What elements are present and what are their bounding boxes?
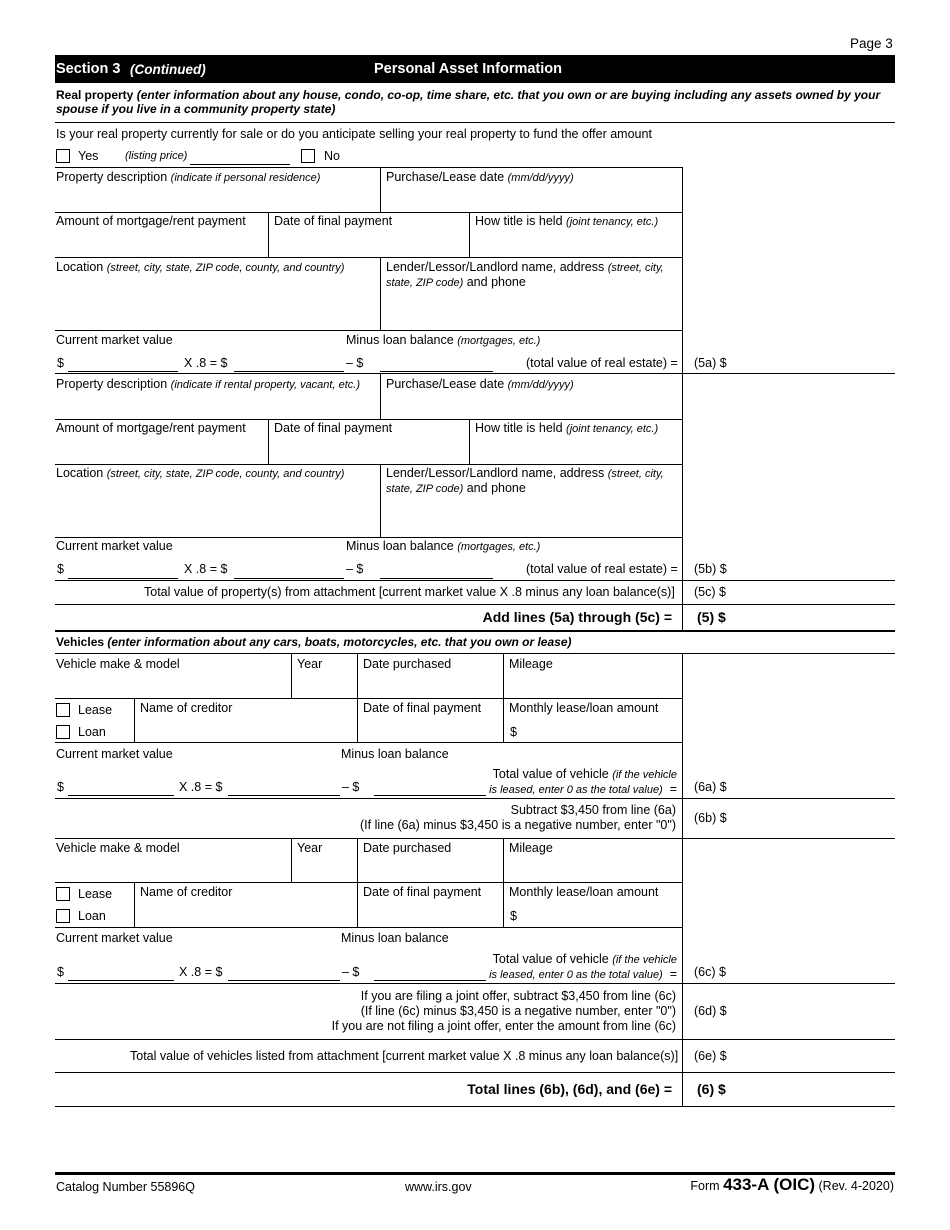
divider xyxy=(380,257,381,330)
line-6a-label: (6a) $ xyxy=(694,780,727,794)
property2-lender-label-2 xyxy=(386,481,526,496)
total-vehicle-hint: is leased, enter 0 as the total value) xyxy=(489,969,663,981)
section-label: Section 3 xyxy=(56,61,121,77)
title-hint: (joint tenancy, etc.) xyxy=(566,423,659,435)
total-vehicle-hint: (if the vehicle xyxy=(612,769,677,781)
vehicle2-times-eight-field[interactable] xyxy=(228,980,340,981)
property1-location-label xyxy=(56,260,344,275)
vehicle2-loan-checkbox[interactable] xyxy=(56,909,70,923)
total-vehicle-text: Total value of vehicle xyxy=(492,952,609,966)
divider xyxy=(55,464,682,465)
yes-checkbox[interactable] xyxy=(56,149,70,163)
vehicle1-date-purchased-label: Date purchased xyxy=(363,657,452,671)
joint-offer-text-1: If you are filing a joint offer, subtract $3,450 from line (6c) xyxy=(360,989,676,1003)
total-vehicle-text: Total value of vehicle xyxy=(492,767,609,781)
real-property-intro-hint: (enter information about any house, condo, co-op, time share, etc. that you own or are buying including any assets owned by your spouse if you live in a community property state) xyxy=(56,88,881,117)
total-vehicle-hint: (if the vehicle xyxy=(612,954,677,966)
divider xyxy=(55,167,682,168)
minus-loan-text: Minus loan balance xyxy=(346,539,454,553)
vehicle1-minus-loan-label: Minus loan balance xyxy=(341,747,449,761)
property2-title-label xyxy=(475,421,658,436)
vehicle1-times-eight-field[interactable] xyxy=(228,795,340,796)
property1-title-label xyxy=(475,214,658,229)
divider xyxy=(682,838,683,1106)
divider xyxy=(55,212,682,213)
divider xyxy=(55,1106,895,1107)
dollar-sign: $ xyxy=(57,965,64,979)
vehicle2-cmv-label: Current market value xyxy=(56,931,173,945)
sale-question: Is your real property currently for sale or do you anticipate selling your real property to fund the offer amount xyxy=(56,127,652,141)
vehicle2-minus-loan-label: Minus loan balance xyxy=(341,931,449,945)
property1-lender-label xyxy=(386,260,664,275)
property2-purchase-date-label xyxy=(386,377,574,392)
vehicle1-total-label-2 xyxy=(470,782,677,797)
times-eight-label: X .8 = $ xyxy=(179,780,223,794)
divider xyxy=(55,798,895,799)
line-6-label: (6) $ xyxy=(697,1081,726,1097)
vehicle1-cmv-label: Current market value xyxy=(56,747,173,761)
location-text: Location xyxy=(56,466,104,480)
vehicle2-date-purchased-label: Date purchased xyxy=(363,841,452,855)
form-revision: (Rev. 4-2020) xyxy=(818,1179,894,1193)
divider xyxy=(55,927,682,928)
title-hint: (joint tenancy, etc.) xyxy=(566,216,659,228)
divider xyxy=(55,373,895,374)
vehicle2-final-payment-label: Date of final payment xyxy=(363,885,482,899)
subtract-6a-note: (If line (6a) minus $3,450 is a negative number, enter "0") xyxy=(360,818,676,832)
vehicle1-final-payment-label: Date of final payment xyxy=(363,701,482,715)
vehicle1-monthly-amount-label: Monthly lease/loan amount xyxy=(509,701,659,715)
prop-desc-text: Property description xyxy=(56,377,168,391)
title-held-text: How title is held xyxy=(475,421,563,435)
divider xyxy=(134,882,135,927)
location-hint: (street, city, state, ZIP code, county, and country) xyxy=(106,468,345,480)
no-checkbox[interactable] xyxy=(301,149,315,163)
divider xyxy=(469,212,470,257)
dollar-sign: $ xyxy=(510,909,517,923)
property1-purchase-date-label xyxy=(386,170,574,185)
vehicle1-year-label: Year xyxy=(297,657,323,671)
equals-sign: = xyxy=(669,782,677,796)
property1-mortgage-label: Amount of mortgage/rent payment xyxy=(56,214,246,228)
divider xyxy=(268,419,269,464)
lender-text: Lender/Lessor/Landlord name, address xyxy=(386,260,605,274)
vehicle1-creditor-label: Name of creditor xyxy=(140,701,233,715)
divider xyxy=(291,838,292,882)
divider xyxy=(380,373,381,419)
divider xyxy=(55,838,895,839)
total-real-estate-label: (total value of real estate) = xyxy=(526,356,678,370)
property2-loan-balance-field[interactable] xyxy=(380,578,493,579)
divider xyxy=(55,580,895,581)
minus-loan-hint: (mortgages, etc.) xyxy=(457,335,541,347)
property1-lender-label-2 xyxy=(386,275,526,290)
divider xyxy=(291,653,292,698)
times-eight-label: X .8 = $ xyxy=(184,562,228,576)
divider xyxy=(469,419,470,464)
vehicle1-total-label xyxy=(470,767,677,782)
times-eight-label: X .8 = $ xyxy=(184,356,228,370)
joint-offer-text-2: (If line (6c) minus $3,450 is a negative number, enter "0") xyxy=(360,1004,676,1018)
property1-loan-balance-field[interactable] xyxy=(380,371,493,372)
property2-times-eight-field[interactable] xyxy=(234,578,344,579)
property1-cmv-field[interactable] xyxy=(68,371,178,372)
location-text: Location xyxy=(56,260,104,274)
property1-final-payment-label: Date of final payment xyxy=(274,214,393,228)
line-5c-label: (5c) $ xyxy=(694,585,726,599)
property1-description-label xyxy=(56,170,320,185)
divider xyxy=(55,330,682,331)
divider xyxy=(55,698,682,699)
total-lines-6-label: Total lines (6b), (6d), and (6e) = xyxy=(467,1081,672,1097)
vehicle2-total-label xyxy=(470,952,677,967)
divider xyxy=(682,653,683,838)
divider xyxy=(55,257,682,258)
divider xyxy=(380,464,381,537)
total-vehicle-hint: is leased, enter 0 as the total value) xyxy=(489,784,663,796)
property1-cmv-label: Current market value xyxy=(56,333,173,347)
vehicles-intro-label: Vehicles xyxy=(56,635,105,649)
vehicle1-loan-checkbox[interactable] xyxy=(56,725,70,739)
title-held-text: How title is held xyxy=(475,214,563,228)
divider xyxy=(55,419,682,420)
times-eight-label: X .8 = $ xyxy=(179,965,223,979)
listing-price-field[interactable] xyxy=(190,164,290,165)
vehicle1-mileage-label: Mileage xyxy=(509,657,553,671)
section-header xyxy=(55,55,895,83)
vehicles-intro-hint: (enter information about any cars, boats, motorcycles, etc. that you own or lease) xyxy=(107,635,572,649)
property2-minus-loan-label xyxy=(346,539,540,554)
divider xyxy=(55,604,895,605)
line-6d-label: (6d) $ xyxy=(694,1004,727,1018)
vehicle1-cmv-field[interactable] xyxy=(68,795,174,796)
minus-dollar-label: – $ xyxy=(346,562,364,576)
minus-loan-hint: (mortgages, etc.) xyxy=(457,541,541,553)
line-6e-label: (6e) $ xyxy=(694,1049,727,1063)
divider xyxy=(682,373,683,606)
divider xyxy=(682,604,683,631)
vehicle1-lease-checkbox[interactable] xyxy=(56,703,70,717)
yes-label: Yes xyxy=(78,149,99,163)
vehicle-attachment-text: Total value of vehicles listed from attachment [current market value X .8 minus any loan balance(s)] xyxy=(130,1049,679,1063)
line-5a-label: (5a) $ xyxy=(694,356,727,370)
property2-cmv-label: Current market value xyxy=(56,539,173,553)
dollar-sign: $ xyxy=(510,725,517,739)
vehicle2-year-label: Year xyxy=(297,841,323,855)
lender-phone-text: and phone xyxy=(466,275,526,289)
vehicle2-make-label: Vehicle make & model xyxy=(56,841,180,855)
prop-desc-hint: (indicate if rental property, vacant, etc.) xyxy=(170,379,360,391)
divider xyxy=(134,698,135,742)
location-hint: (street, city, state, ZIP code, county, and country) xyxy=(106,262,345,274)
line-5-label: (5) $ xyxy=(697,609,726,625)
minus-dollar-label: – $ xyxy=(342,780,360,794)
vehicle2-total-label-2 xyxy=(470,967,677,982)
lender-phone-text: and phone xyxy=(466,481,526,495)
irs-website: www.irs.gov xyxy=(405,1180,472,1194)
purchase-date-text: Purchase/Lease date xyxy=(386,170,505,184)
dollar-sign: $ xyxy=(57,356,64,370)
divider xyxy=(380,167,381,212)
line-6c-label: (6c) $ xyxy=(694,965,726,979)
real-property-intro xyxy=(56,88,894,117)
loan-label: Loan xyxy=(78,909,106,923)
purchase-date-text: Purchase/Lease date xyxy=(386,377,505,391)
divider xyxy=(55,882,682,883)
listing-price-label: (listing price) xyxy=(125,150,188,162)
vehicle2-monthly-amount-label: Monthly lease/loan amount xyxy=(509,885,659,899)
lender-hint: (street, city, xyxy=(607,468,664,480)
form-name: 433-A (OIC) xyxy=(723,1175,816,1194)
loan-label: Loan xyxy=(78,725,106,739)
date-hint: (mm/dd/yyyy) xyxy=(507,172,574,184)
divider xyxy=(55,1039,895,1040)
add-lines-5-label: Add lines (5a) through (5c) = xyxy=(482,609,672,625)
vehicle2-cmv-field[interactable] xyxy=(68,980,174,981)
subtract-6a-text: Subtract $3,450 from line (6a) xyxy=(510,803,676,817)
property2-mortgage-label: Amount of mortgage/rent payment xyxy=(56,421,246,435)
no-label: No xyxy=(324,149,340,163)
dollar-sign: $ xyxy=(57,562,64,576)
line-5b-label: (5b) $ xyxy=(694,562,727,576)
dollar-sign: $ xyxy=(57,780,64,794)
divider xyxy=(55,653,895,654)
lease-label: Lease xyxy=(78,887,113,901)
divider xyxy=(55,537,682,538)
vehicle2-lease-checkbox[interactable] xyxy=(56,887,70,901)
lease-label: Lease xyxy=(78,703,113,717)
total-real-estate-label: (total value of real estate) = xyxy=(526,562,678,576)
equals-sign: = xyxy=(669,967,677,981)
divider xyxy=(268,212,269,257)
lender-text: Lender/Lessor/Landlord name, address xyxy=(386,466,605,480)
property1-minus-loan-label xyxy=(346,333,540,348)
property2-final-payment-label: Date of final payment xyxy=(274,421,393,435)
joint-offer-text-3: If you are not filing a joint offer, enter the amount from line (6c) xyxy=(331,1019,676,1033)
divider xyxy=(55,122,895,123)
minus-dollar-label: – $ xyxy=(342,965,360,979)
vehicle2-mileage-label: Mileage xyxy=(509,841,553,855)
line-6b-label: (6b) $ xyxy=(694,811,727,825)
property2-lender-label xyxy=(386,466,664,481)
vehicle2-creditor-label: Name of creditor xyxy=(140,885,233,899)
divider xyxy=(55,983,895,984)
real-property-intro-label: Real property xyxy=(56,88,134,102)
vehicles-intro xyxy=(56,636,572,650)
form-prefix: Form xyxy=(690,1179,720,1193)
lender-hint: state, ZIP code) xyxy=(386,277,464,289)
minus-dollar-label: – $ xyxy=(346,356,364,370)
section-title: Personal Asset Information xyxy=(374,61,563,77)
section-continued: (Continued) xyxy=(130,62,206,77)
form-identifier xyxy=(600,1175,894,1195)
divider xyxy=(55,742,682,743)
property-attachment-text: Total value of property(s) from attachment [current market value X .8 minus any loan balance(s)] xyxy=(144,585,675,599)
property2-description-label xyxy=(56,377,360,392)
divider xyxy=(55,1072,895,1073)
prop-desc-text: Property description xyxy=(56,170,168,184)
catalog-number: Catalog Number 55896Q xyxy=(56,1180,195,1194)
prop-desc-hint: (indicate if personal residence) xyxy=(170,172,321,184)
lender-hint: (street, city, xyxy=(607,262,664,274)
property2-location-label xyxy=(56,466,344,481)
vehicle1-make-label: Vehicle make & model xyxy=(56,657,180,671)
property2-cmv-field[interactable] xyxy=(68,578,178,579)
minus-loan-text: Minus loan balance xyxy=(346,333,454,347)
date-hint: (mm/dd/yyyy) xyxy=(507,379,574,391)
divider xyxy=(682,167,683,373)
lender-hint: state, ZIP code) xyxy=(386,483,464,495)
divider xyxy=(55,630,895,632)
page-number: Page 3 xyxy=(850,36,893,51)
property1-times-eight-field[interactable] xyxy=(234,371,344,372)
